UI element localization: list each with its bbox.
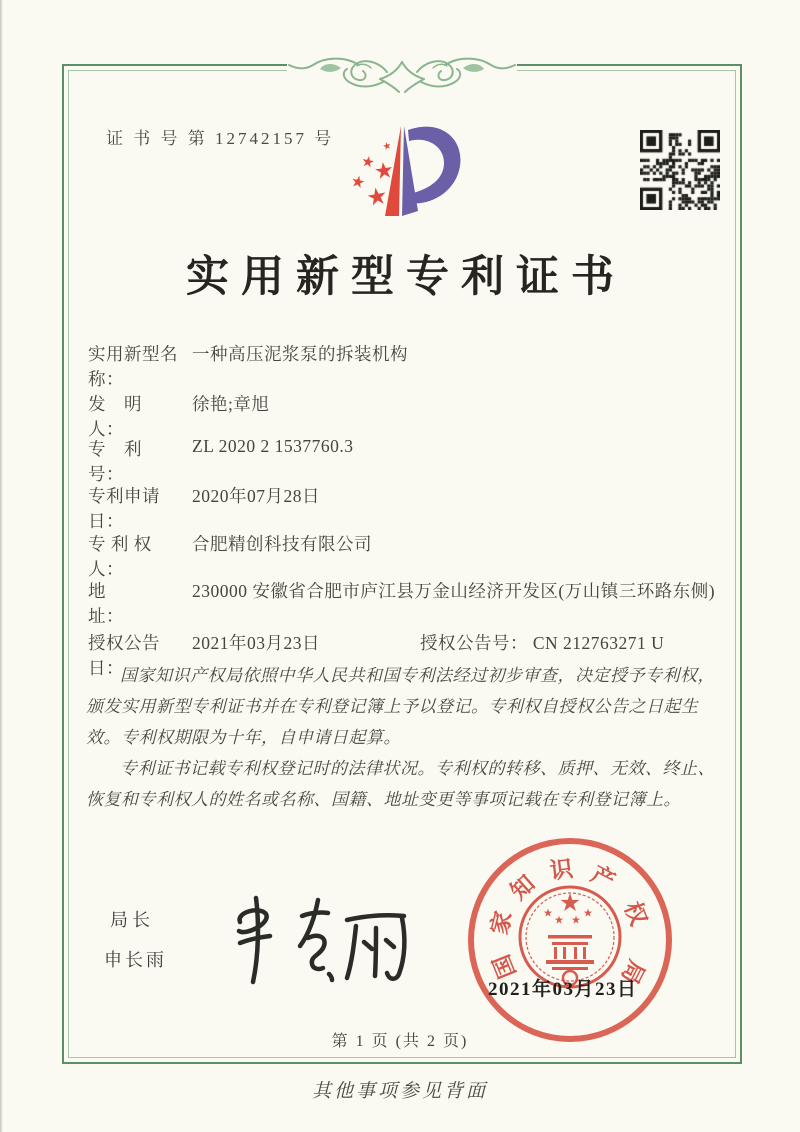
field-value: CN 212763271 U <box>532 633 665 653</box>
field-label: 授权公告号： <box>420 633 528 653</box>
field-label: 授权公告日： <box>88 633 160 678</box>
seal-char: 产 <box>587 861 620 895</box>
field-value: 230000 安徽省合肥市庐江县万金山经济开发区(万山镇三环路东侧) <box>192 581 716 601</box>
field-grant-number <box>420 630 664 655</box>
seal-date: 2021年03月23日 <box>488 979 638 1000</box>
field-value: 徐艳;章旭 <box>192 394 270 414</box>
commissioner-signature-icon <box>226 886 416 991</box>
field-inventor <box>88 391 269 441</box>
field-filing-date <box>88 483 320 533</box>
field-address <box>88 578 717 628</box>
seal-char: 识 <box>548 856 575 884</box>
seal-char: 国 <box>488 951 521 982</box>
certificate-title: 实用新型专利证书 <box>186 254 626 301</box>
field-label: 地 址： <box>88 581 160 626</box>
legal-text <box>86 660 716 815</box>
field-value: 2021年03月23日 <box>192 633 320 653</box>
scan-edge <box>0 0 3 1132</box>
top-scroll-ornament-icon <box>287 44 517 96</box>
page-number: 第 1 页 (共 2 页) <box>331 1033 469 1050</box>
field-label: 专利申请日： <box>88 486 160 531</box>
field-label: 专 利 号： <box>88 439 160 484</box>
back-side-note: 其他事项参见背面 <box>311 1081 488 1102</box>
seal-char: 家 <box>486 908 517 938</box>
field-value: ZL 2020 2 1537760.3 <box>192 436 354 456</box>
cnipa-official-seal <box>468 838 672 1042</box>
qr-code <box>640 130 720 210</box>
seal-char: 权 <box>619 898 652 929</box>
field-label: 专 利 权 人： <box>88 534 152 579</box>
cnipa-logo-icon <box>330 116 470 222</box>
field-value: 合肥精创科技有限公司 <box>192 534 372 554</box>
commissioner-role: 局长 <box>110 910 154 930</box>
field-label: 发 明 人： <box>88 394 160 439</box>
seal-char: 知 <box>505 870 540 905</box>
field-patent-number <box>88 436 353 486</box>
field-patentee <box>88 531 372 581</box>
field-utility-model-name <box>88 341 408 391</box>
field-label: 实用新型名称： <box>88 344 178 389</box>
commissioner-name: 申长雨 <box>104 950 167 970</box>
legal-paragraph-1: 国家知识产权局依照中华人民共和国专利法经过初步审查，决定授予专利权，颁发实用新型专利证书并在专利登记簿上予以登记。专利权自授权公告之日起生效。专利权期限为十年，自申请日起算。 <box>86 666 715 747</box>
field-value: 2020年07月28日 <box>192 486 320 506</box>
field-value: 一种高压泥浆泵的拆装机构 <box>192 344 408 364</box>
certificate-number: 证 书 号 第 12742157 号 <box>106 129 335 148</box>
legal-paragraph-2: 专利证书记载专利权登记时的法律状况。专利权的转移、质押、无效、终止、恢复和专利权人的姓名或名称、国籍、地址变更等事项记载在专利登记簿上。 <box>86 759 715 809</box>
seal-char: 局 <box>616 956 650 988</box>
